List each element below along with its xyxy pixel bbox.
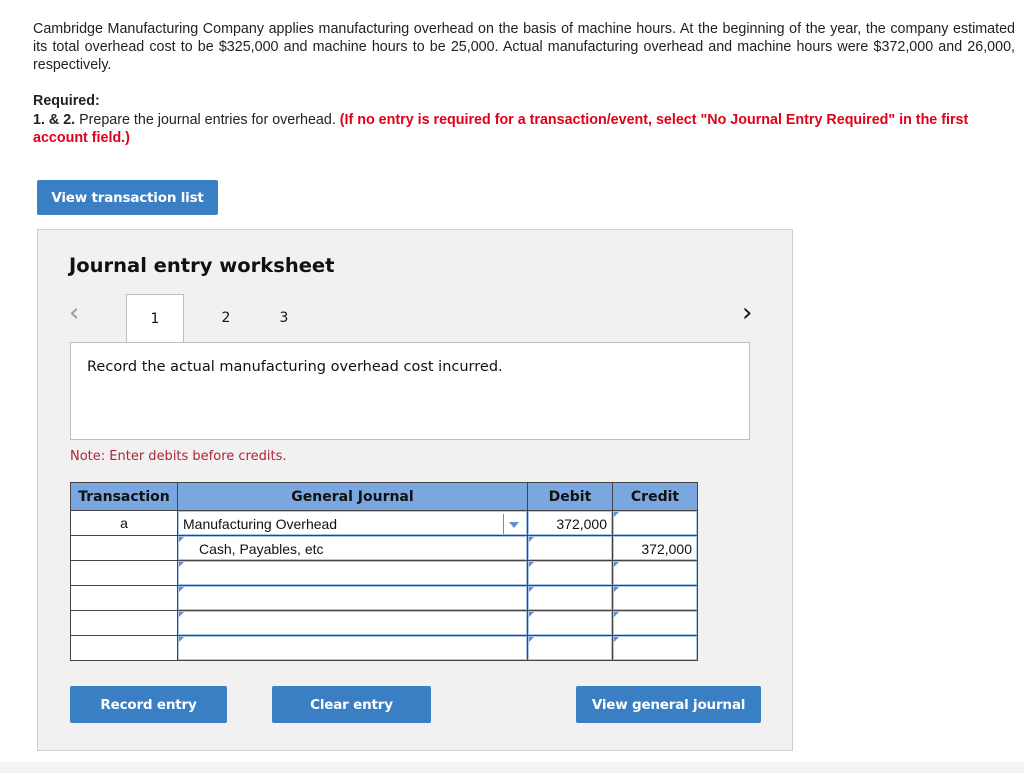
transaction-cell [71, 561, 178, 586]
table-row [71, 511, 698, 536]
journal-entry-worksheet [37, 229, 793, 751]
requirement-number: 1. & 2. [33, 112, 76, 128]
credit-cell[interactable] [613, 586, 698, 611]
account-select[interactable] [178, 511, 527, 535]
view-transaction-list-button[interactable]: View transaction list [37, 180, 218, 215]
cell-marker [179, 562, 184, 567]
account-select[interactable] [178, 611, 527, 635]
debit-cell[interactable] [528, 511, 613, 536]
view-general-journal-button[interactable]: View general journal [576, 686, 761, 723]
transaction-cell [71, 511, 178, 536]
debit-input[interactable] [528, 611, 612, 635]
transaction-cell [71, 536, 178, 561]
credit-cell[interactable] [613, 536, 698, 561]
account-cell[interactable] [178, 636, 528, 661]
credit-input[interactable] [613, 536, 697, 560]
credit-cell[interactable] [613, 636, 698, 661]
account-value: Cash, Payables, etc [199, 541, 324, 557]
credit-input[interactable] [613, 586, 697, 610]
account-select[interactable] [178, 586, 527, 610]
table-row [71, 611, 698, 636]
account-cell[interactable] [178, 511, 528, 536]
table-row [71, 586, 698, 611]
transaction-cell [71, 611, 178, 636]
account-value: Manufacturing Overhead [183, 516, 338, 532]
cell-marker [529, 587, 534, 592]
account-cell[interactable] [178, 536, 528, 561]
debit-cell[interactable] [528, 586, 613, 611]
page-bottom-strip [0, 762, 1024, 773]
account-select[interactable] [178, 636, 527, 660]
cell-marker [179, 537, 184, 542]
debit-cell[interactable] [528, 561, 613, 586]
debit-value: 372,000 [556, 516, 607, 532]
requirement-text: Prepare the journal entries for overhead. [75, 112, 340, 128]
credit-input[interactable] [613, 611, 697, 635]
cell-marker [179, 587, 184, 592]
problem-statement: Cambridge Manufacturing Company applies manufacturing overhead on the basis of machine hours. At the beginning of the year, the company estimated its total overhead cost to be $325,000 and machine hours to be 25,000. Actual manufacturing overhead and machine hours were $372,000 and 26,000, respectively. [33, 21, 1015, 73]
debit-cell[interactable] [528, 636, 613, 661]
table-row [71, 636, 698, 661]
requirement-note: (If no entry is required for a transaction/event, select "No Journal Entry Required" in the first account field.) [33, 112, 969, 146]
chevron-left-icon[interactable]: ‹ [69, 298, 80, 328]
debit-cell[interactable] [528, 536, 613, 561]
chevron-down-icon[interactable] [503, 514, 524, 534]
header-debit: Debit [528, 483, 613, 511]
cell-marker [529, 562, 534, 567]
account-select[interactable] [178, 536, 527, 560]
credit-value: 372,000 [641, 541, 692, 557]
entry-note: Note: Enter debits before credits. [70, 449, 287, 464]
cell-marker [614, 562, 619, 567]
tab-3[interactable]: 3 [279, 309, 289, 326]
required-heading: Required: [33, 93, 100, 109]
tab-2[interactable]: 2 [221, 309, 231, 326]
required-instructions [33, 111, 1015, 147]
header-general-journal: General Journal [178, 483, 528, 511]
credit-input[interactable] [613, 511, 697, 535]
record-entry-button[interactable]: Record entry [70, 686, 227, 723]
transaction-description [70, 342, 750, 440]
cell-marker [529, 637, 534, 642]
cell-marker [614, 587, 619, 592]
cell-marker [529, 612, 534, 617]
clear-entry-button[interactable]: Clear entry [272, 686, 431, 723]
debit-input[interactable] [528, 561, 612, 585]
chevron-right-icon[interactable]: › [742, 298, 753, 328]
table-row [71, 536, 698, 561]
cell-marker [614, 512, 619, 517]
header-transaction: Transaction [71, 483, 178, 511]
debit-cell[interactable] [528, 611, 613, 636]
credit-cell[interactable] [613, 561, 698, 586]
account-select[interactable] [178, 561, 527, 585]
credit-input[interactable] [613, 636, 697, 660]
credit-cell[interactable] [613, 611, 698, 636]
description-text: Record the actual manufacturing overhead cost incurred. [87, 359, 503, 375]
cell-marker [179, 637, 184, 642]
debit-input[interactable] [528, 511, 612, 535]
account-cell[interactable] [178, 611, 528, 636]
transaction-cell [71, 586, 178, 611]
cell-marker [614, 612, 619, 617]
debit-input[interactable] [528, 536, 612, 560]
debit-input[interactable] [528, 636, 612, 660]
credit-input[interactable] [613, 561, 697, 585]
header-credit: Credit [613, 483, 698, 511]
cell-marker [614, 637, 619, 642]
cell-marker [179, 612, 184, 617]
journal-table [70, 482, 698, 661]
account-cell[interactable] [178, 586, 528, 611]
table-row [71, 561, 698, 586]
worksheet-title: Journal entry worksheet [69, 254, 335, 277]
transaction-label: a [120, 515, 128, 531]
account-cell[interactable] [178, 561, 528, 586]
transaction-cell [71, 636, 178, 661]
debit-input[interactable] [528, 586, 612, 610]
tab-1[interactable]: 1 [126, 294, 184, 342]
credit-cell[interactable] [613, 511, 698, 536]
cell-marker [529, 537, 534, 542]
